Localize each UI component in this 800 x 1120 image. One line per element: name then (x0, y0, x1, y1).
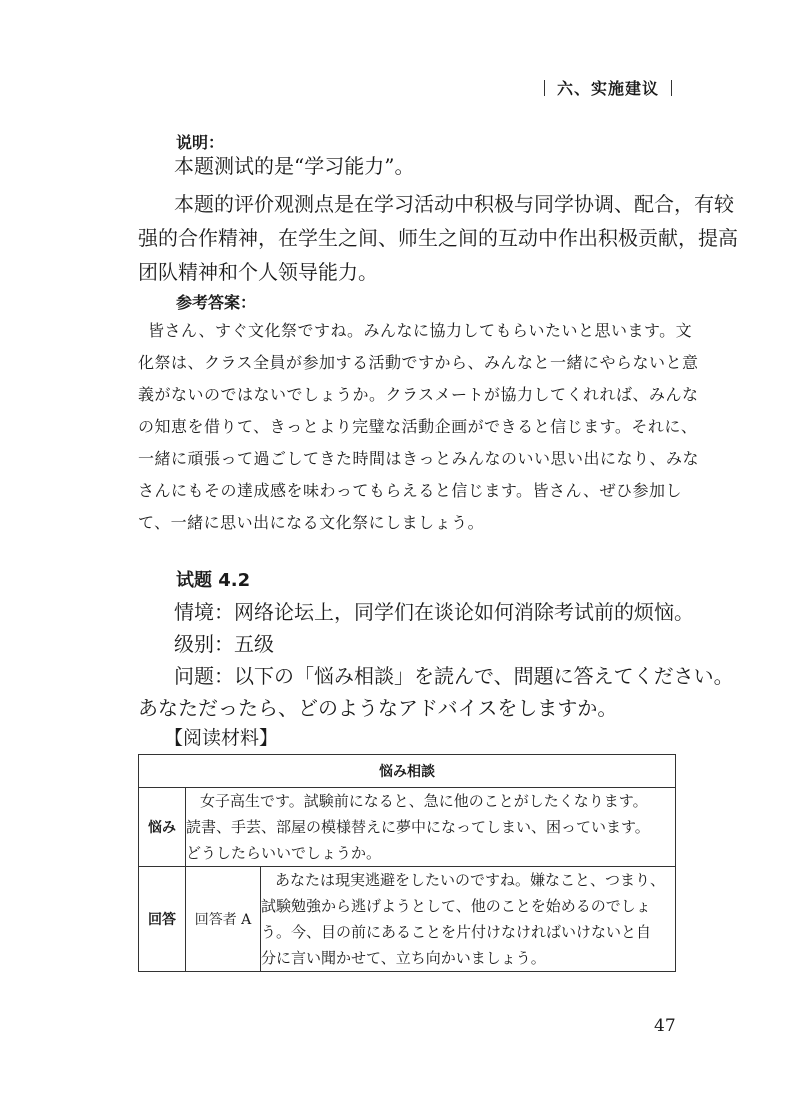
reading-material-table (138, 754, 676, 972)
respondent-answer-line: 試験勉強から逃げようとして、他のことを始めるのでしょ (261, 897, 651, 915)
divider (544, 80, 545, 96)
worry-line: 女子高生です。試験前になると、急に他のことがしたくなります。 (200, 792, 648, 810)
worry-line: どうしたらいいでしょうか。 (186, 844, 382, 862)
respondent-answer-line: 分に言い聞かせて、立ち向かいましょう。 (261, 949, 546, 967)
table-header: 悩み相談 (139, 755, 676, 788)
answer-line: 義がないのではないでしょうか。クラスメートが協力してくれれば、みんな (138, 385, 699, 404)
question-prompt: 问题：以下の「悩み相談」を読んで、問題に答えてください。 (174, 664, 734, 688)
answer-label: 回答 (139, 867, 186, 972)
worry-line: 読書、手芸、部屋の模様替えに夢中になってしまい、困っています。 (186, 818, 650, 836)
question-situation: 情境：网络论坛上，同学们在谈论如何消除考试前的烦恼。 (174, 600, 694, 624)
explanation-para-line: 团队精神和个人领导能力。 (138, 260, 378, 284)
explanation-para-line: 强的合作精神，在学生之间、师生之间的互动中作出积极贡献，提高 (138, 226, 738, 250)
answer-line: 一緒に頑張って過ごしてきた時間はきっとみんなのいい思い出になり、みな (138, 449, 700, 468)
respondent-label: 回答者 A (186, 867, 261, 972)
answer-heading: 参考答案： (176, 293, 257, 312)
respondent-answer-line: う。今、目の前にあることを片付けなければいけないと自 (261, 923, 652, 941)
page-number: 47 (654, 1016, 676, 1036)
question-title: 试题 4.2 (176, 570, 251, 591)
explanation-heading: 说明： (176, 133, 225, 152)
respondent-answer (261, 867, 676, 972)
answer-line: 皆さん、すぐ文化祭ですね。みんなに協力してもらいたいと思います。文 (148, 321, 693, 340)
answer-line: さんにもその達成感を味わってもらえると信じます。皆さん、ぜひ参加し (138, 481, 683, 500)
running-head (544, 76, 672, 99)
explanation-para-line: 本题的评价观测点是在学习活动中积极与同学协调、配合，有较 (174, 192, 734, 216)
respondent-answer-line: あなたは現実逃避をしたいのですね。嫌なこと、つまり、 (275, 871, 666, 889)
question-level: 级别：五级 (174, 632, 274, 656)
chapter-title: 六、实施建议 (556, 79, 659, 98)
answer-line: 化祭は、クラス全員が参加する活動ですから、みんなと一緒にやらないと意 (138, 353, 699, 372)
answer-line: て、一緒に思い出になる文化祭にしましょう。 (138, 513, 485, 532)
material-label: 【阅读材料】 (164, 727, 279, 749)
worry-label: 悩み (139, 788, 186, 867)
answer-line: の知恵を借りて、きっとより完璧な活動企画ができると信じます。それに、 (138, 417, 698, 436)
explanation-line: 本题测试的是“学习能力”。 (174, 154, 415, 178)
worry-text (186, 788, 676, 867)
question-prompt-cont: あなただったら、どのようなアドバイスをしますか。 (138, 696, 618, 720)
divider (671, 80, 672, 96)
